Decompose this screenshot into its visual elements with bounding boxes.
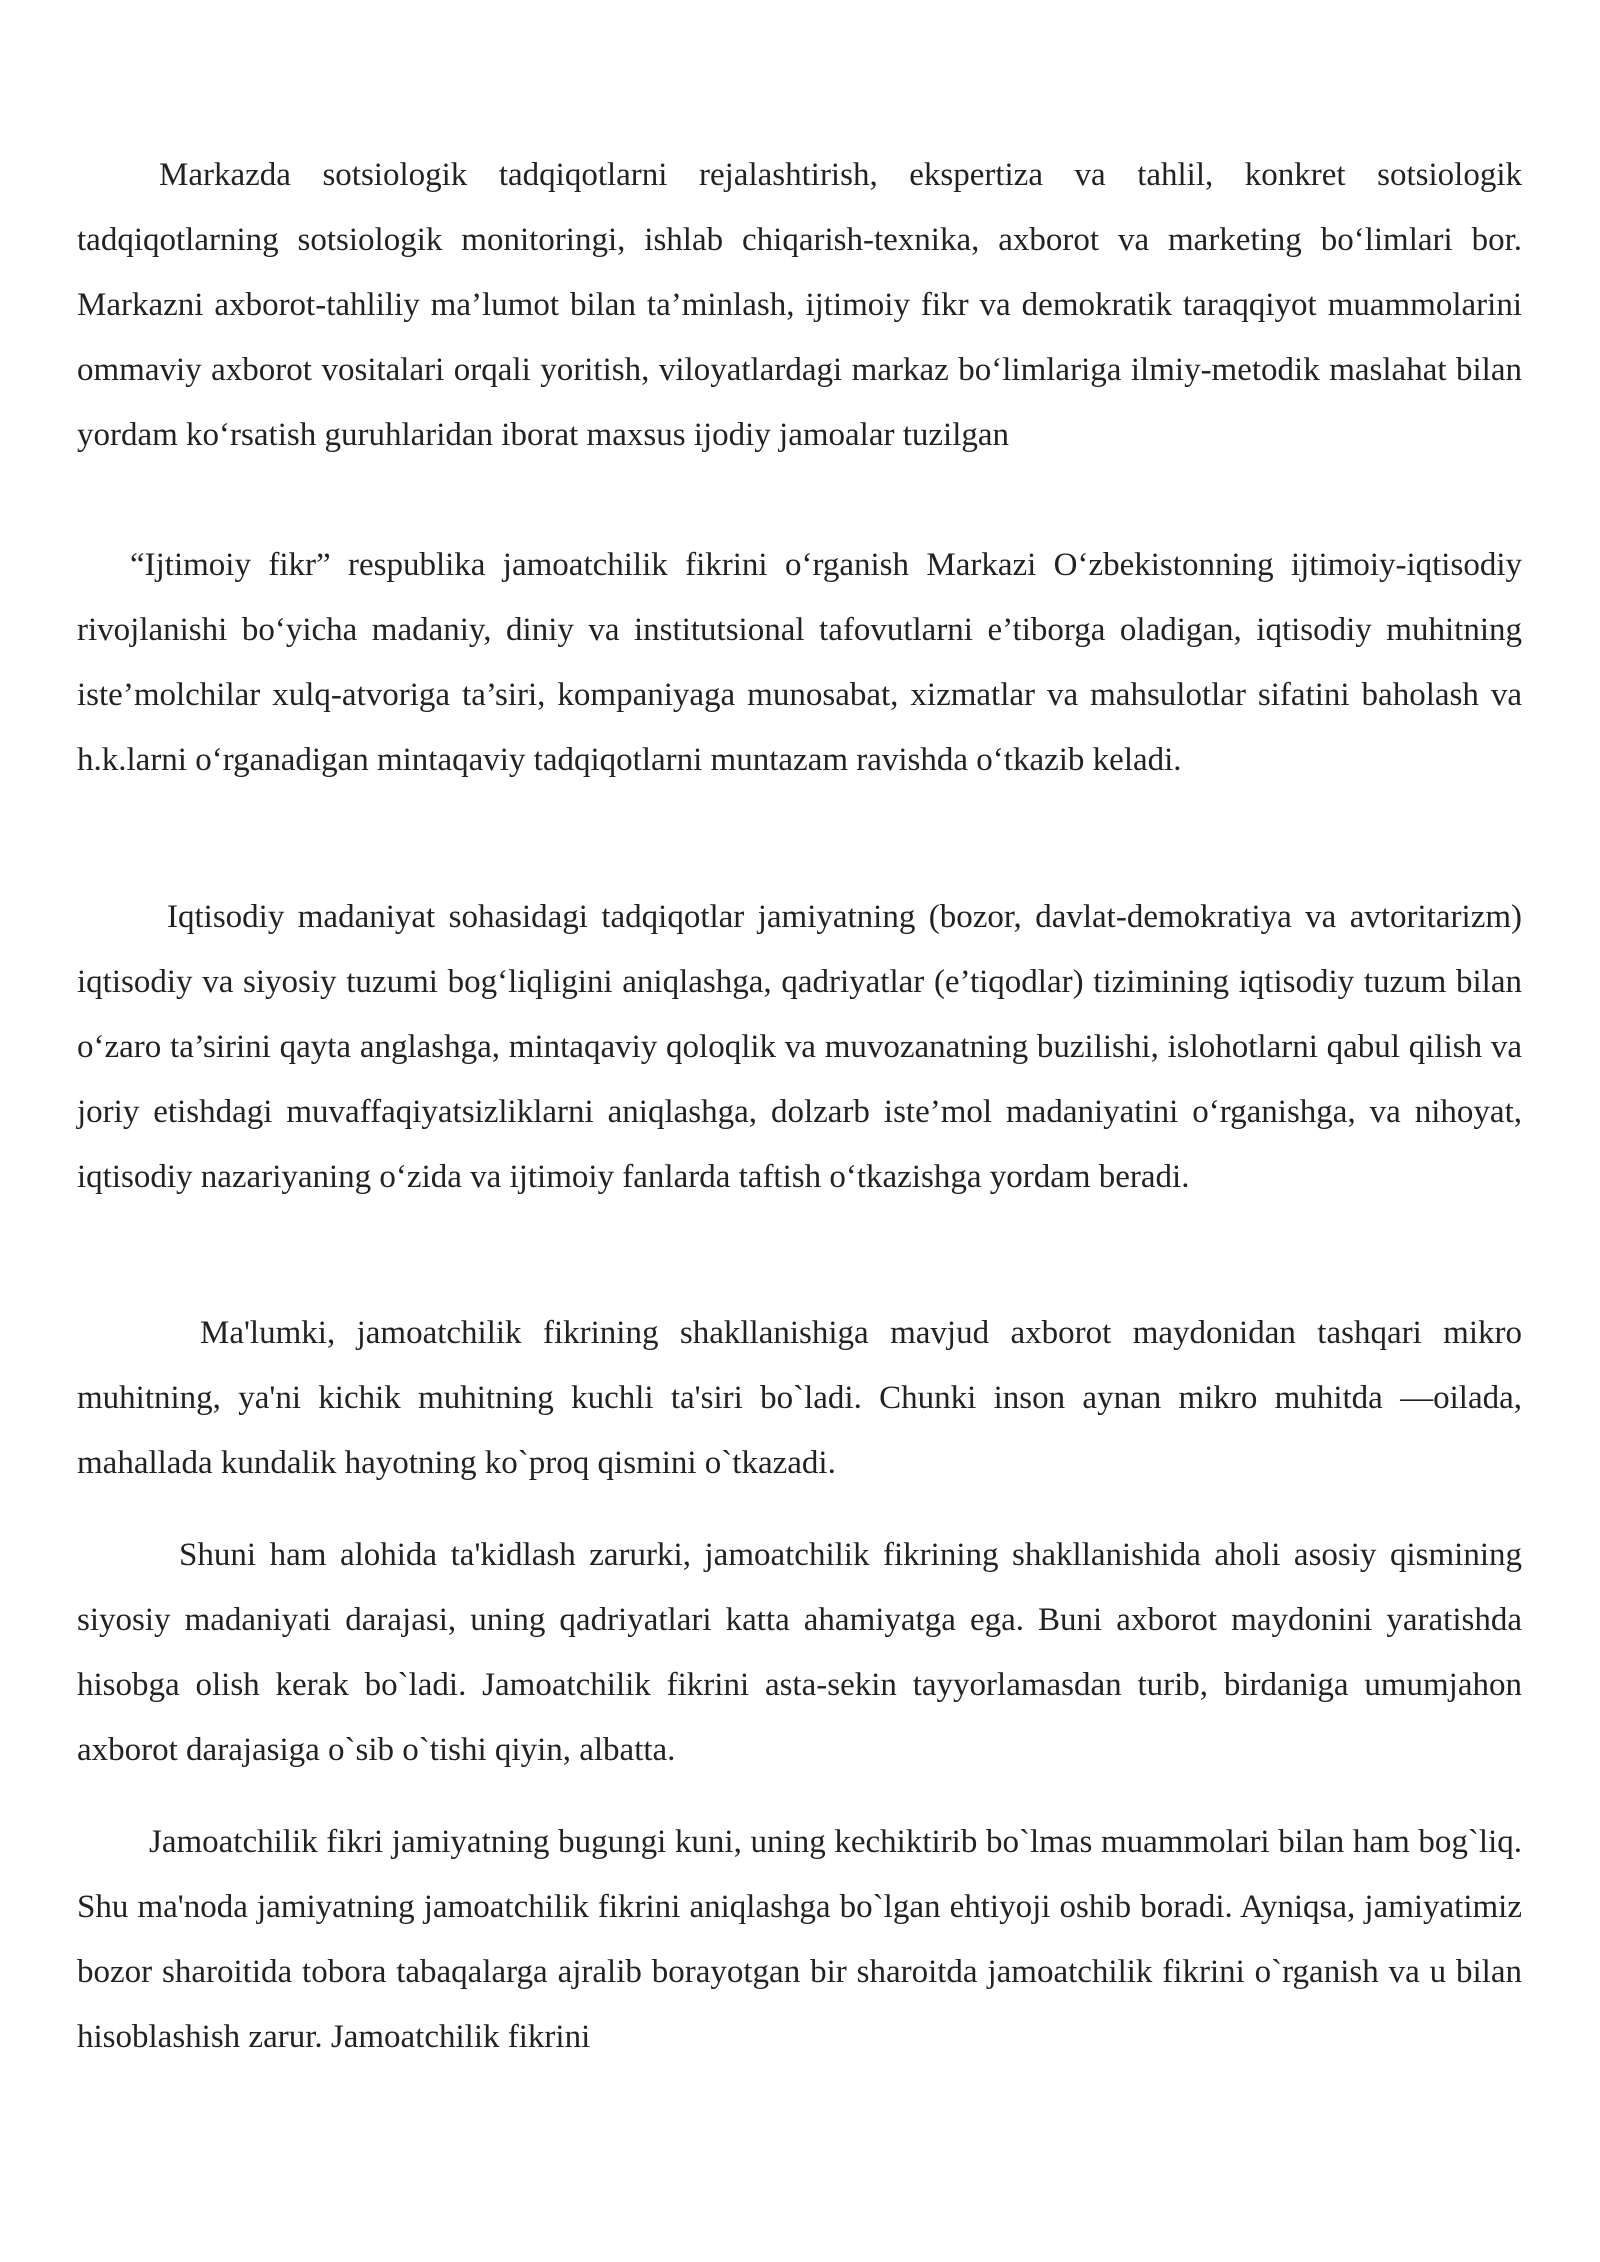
paragraph-text: Markazda sotsiologik tadqiqotlarni rejalashtirish, ekspertiza va tahlil, konkret sotsiologik tadqiqotlarning sotsiologik monitoringi, ishlab chiqarish-texnika, axborot va marketing bo‘limlari bor. Markazni axborot-tahliliy ma’lumot bilan ta’minlash, ijtimoiy fikr va demokratik taraqqiyot muammolarini ommaviy axborot vositalari orqali yoritish, viloyatlardagi markaz bo‘limlariga ilmiy-metodik maslahat bilan yordam ko‘rsatish guruhlaridan iborat maxsus ijodiy jamoalar tuzilgan [77, 157, 1522, 453]
paragraph-text: “Ijtimoiy fikr” respublika jamoatchilik fikrini o‘rganish Markazi O‘zbekistonning ijtimoiy-iqtisodiy rivojlanishi bo‘yicha madaniy, diniy va institutsional tafovutlarni e’tiborga oladigan, iqtisodiy muhitning iste’molchilar xulq-atvoriga ta’siri, kompaniyaga munosabat, xizmatlar va mahsulotlar sifatini baholash va h.k.larni o‘rganadigan mintaqaviy tadqiqotlarni muntazam ravishda o‘tkazib keladi. [77, 547, 1522, 778]
paragraph-5 [77, 1523, 1522, 1783]
paragraph-3 [77, 885, 1522, 1210]
paragraph-2 [77, 533, 1522, 793]
paragraph-6 [77, 1810, 1522, 2070]
paragraph-text: Iqtisodiy madaniyat sohasidagi tadqiqotlar jamiyatning (bozor, davlat-demokratiya va avtoritarizm) iqtisodiy va siyosiy tuzumi bog‘liqligini aniqlashga, qadriyatlar (e’tiqodlar) tizimining iqtisodiy tuzum bilan o‘zaro ta’sirini qayta anglashga, mintaqaviy qoloqlik va muvozanatning buzilishi, islohotlarni qabul qilish va joriy etishdagi muvaffaqiyatsizliklarni aniqlashga, dolzarb iste’mol madaniyatini o‘rganishga, va nihoyat, iqtisodiy nazariyaning o‘zida va ijtimoiy fanlarda taftish o‘tkazishga yordam beradi. [77, 899, 1522, 1195]
paragraph-text: Jamoatchilik fikri jamiyatning bugungi kuni, uning kechiktirib bo`lmas muammolari bilan ham bog`liq. Shu ma'noda jamiyatning jamoatchilik fikrini aniqlashga bo`lgan ehtiyoji oshib boradi. Ayniqsa, jamiyatimiz bozor sharoitida tobora tabaqalarga ajralib borayotgan bir sharoitda jamoatchilik fikrini o`rganish va u bilan hisoblashish zarur. Jamoatchilik fikrini [77, 1824, 1522, 2055]
paragraph-1 [77, 143, 1522, 468]
paragraph-text: Ma'lumki, jamoatchilik fikrining shakllanishiga mavjud axborot maydonidan tashqari mikro muhitning, ya'ni kichik muhitning kuchli ta'siri bo`ladi. Chunki inson aynan mikro muhitda —oilada, mahallada kundalik hayotning ko`proq qismini o`tkazadi. [77, 1315, 1522, 1481]
paragraph-text: Shuni ham alohida ta'kidlash zarurki, jamoatchilik fikrining shakllanishida aholi asosiy qismining siyosiy madaniyati darajasi, uning qadriyatlari katta ahamiyatga ega. Buni axborot maydonini yaratishda hisobga olish kerak bo`ladi. Jamoatchilik fikrini asta-sekin tayyorlamasdan turib, birdaniga umumjahon axborot darajasiga o`sib o`tishi qiyin, albatta. [77, 1537, 1522, 1768]
paragraph-4 [77, 1301, 1522, 1496]
